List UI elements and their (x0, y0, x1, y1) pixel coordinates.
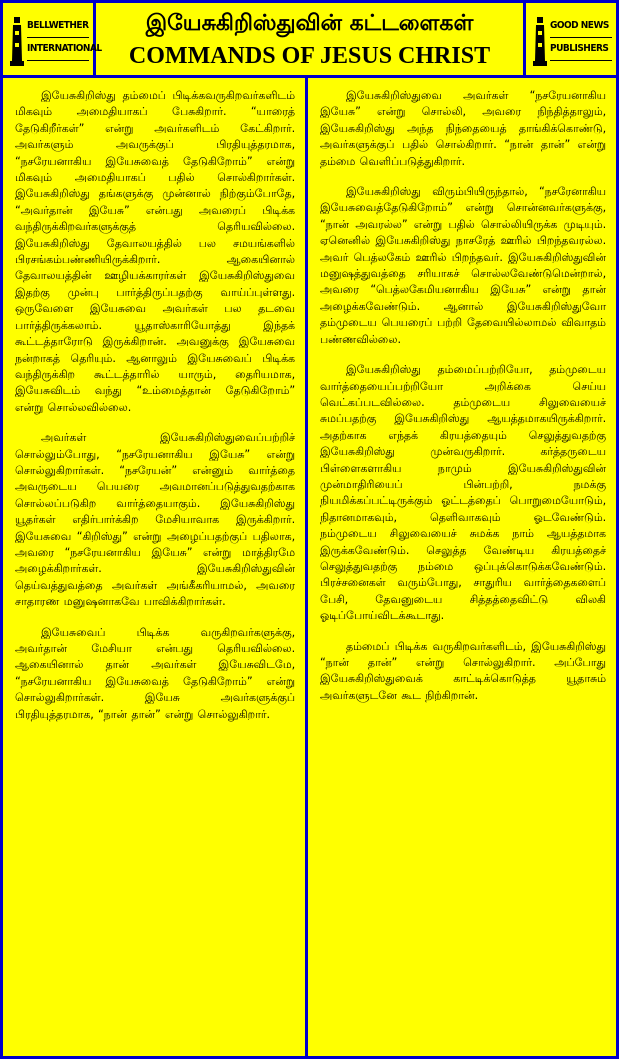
page-title-english: COMMANDS OF JESUS CHRIST (128, 43, 491, 69)
paragraph: இயேசுவைப் பிடிக்க வருகிறவர்களுக்கு, அவர்தான் மேசியா என்பது தெரியவில்லை. ஆகையினால் தான் அவர்கள் இயேசுவிடமே, “நசரேயனாகிய இயேசுவைத் தேடுகிறோம்” என்று சொல்லுகிறார்கள். இயேசு அவர்களுக்குப் பிரதியுத்தரமாக, “நான் தான்” என்று சொல்லுகிறார். (15, 625, 295, 721)
paragraph: இயேசுகிறிஸ்து தம்மைப்பற்றியோ, தம்முடைய வார்த்தையைப்பற்றியோ அறிக்கை செய்ய வெட்கப்படவில்லை. தம்முடைய சிலுவையைச் சுமப்பதற்கு இயேசுகிறிஸ்து ஆயத்தமாகயிருக்கிறார். அதற்காக எந்தக் கிரயத்தையும் செலுத்துவதற்கு இயேசுகிறிஸ்து முன்வருகிறார். கர்த்தருடைய பிள்ளைகளாகிய நாமும் இயேசுகிறிஸ்துவின் முன்மாதிரியைப் பின்பற்றி, நமக்கு நியமிக்கப்பட்டிருக்கும் ஓட்டத்தைப் பொறுமையோடும், நிதானமாகவும், தெளிவாகவும் ஓடவேண்டும். நம்முடைய சிலுவையைச் சுமக்க நாம் ஆயத்தமாக இருக்கவேண்டும். செலுத்த வேண்டிய கிரயத்தைச் செலுத்துவதற்கு நம்மை ஒப்புக்கொடுக்கவேண்டும். பிரச்சனைகள் வரும்போது, சாதுரிய வார்த்தைகளைப் பேசி, தேவனுடைய சித்தத்தைவிட்டு விலகி ஓடிப்போய்விடக்கூடாது. (320, 363, 606, 623)
lighthouse-icon (9, 15, 25, 67)
logo-line-2: PUBLISHERS (550, 38, 612, 61)
logo-line-1: BELLWETHER (27, 15, 89, 38)
header (0, 0, 619, 78)
logo-line-1: GOOD NEWS (550, 15, 612, 38)
page-title-tamil: இயேசுகிறிஸ்துவின் கட்டளைகள் (145, 11, 474, 36)
bellwether-logo (3, 3, 102, 75)
paragraph: இயேசுகிறிஸ்து தம்மைப் பிடிக்கவருகிறவர்களிடம் மிகவும் அமைதியாகப் பேசுகிறார். “யாரைத் தேடுகிறீர்கள்” என்று அவர்களிடம் கேட்கிறார். அவர்களும் அவருக்குப் பிரதியுத்தரமாக, “நசரேயனாகிய இயேசுவைத் தேடுகிறோம்” என்று மிகவும் அமைதியாகப் பதில் சொல்கிறார்கள். இயேசுகிறிஸ்து தங்களுக்கு முன்னால் நிற்கும்போதே, “அவர்தான் இயேசு” என்பது அவரைப் பிடிக்க வந்திருக்கிறவர்களுக்குத் தெரியவில்லை. இயேசுகிறிஸ்து தேவாலயத்தில் பல சமயங்களில் பிரசங்கம்பண்ணியிருக்கிறார். ஆகையினால் தேவாலயத்தின் ஊழியக்காரர்கள் இயேசுகிறிஸ்துவை இதற்கு முன்பு பார்த்திருப்பதற்கு வாய்ப்புள்ளது. ஒருவேளை இயேசுவை அவர்கள் பல தடவை பார்த்திருக்கலாம். யூதாஸ்காரியோத்து இந்தக் கூட்டத்தாரோடு இருக்கிறான். அவனுக்கு இயேசுவை நன்றாகத் தெரியும். ஆனாலும் இயேசுவைப் பிடிக்க வந்திருக்கிற கூட்டத்தாரில் யாரும், தைரியமாக, இயேசுவிடம் வந்து “உம்மைத்தான் தேடுகிறோம்” என்று சொல்லவில்லை. (15, 89, 295, 414)
right-column (308, 78, 616, 1056)
title-block (99, 3, 520, 75)
paragraph: தம்மைப் பிடிக்க வருகிறவர்களிடம், இயேசுகிறிஸ்து “நான் தான்” என்று சொல்லுகிறார். அப்போது இயேசுகிறிஸ்துவைக் காட்டிக்கொடுத்த யூதாசும் அவர்களுடனே கூட நிற்கிறான். (320, 639, 606, 702)
good-news-logo (523, 3, 616, 75)
paragraph: இயேசுகிறிஸ்து விரும்பியிருந்தால், “நசரேனாகிய இயேசுவைத்தேடுகிறோம்” என்று சொன்னவர்களுக்கு, “நான் அவரல்ல” என்று பதில் சொல்லியிருக்க முடியும். ஏனெனில் இயேசுகிறிஸ்து நாசரேத் ஊரில் பிறந்தவரல்ல. அவர் பெத்லகேம் ஊரில் பிறந்தவர். இயேசுகிறிஸ்துவின் மனுஷத்துவத்தை சரியாகச் சொல்லவேண்டுமென்றால், அவரை “பெத்லகேமியனாகிய இயேசு” என்று தான் அழைக்கவேண்டும். ஆனால் இயேசுகிறிஸ்துவோ தம்முடைய பெயரைப் பற்றி தேவையில்லாமல் விவாதம் பண்ணவில்லை. (320, 185, 606, 346)
lighthouse-icon (532, 15, 548, 67)
left-column (3, 78, 308, 1056)
paragraph: அவர்கள் இயேசுகிறிஸ்துவைப்பற்றிச் சொல்லும்போது, “நசரேயனாகிய இயேசு” என்று சொல்லுகிறார்கள். “நசரேயன்” என்னும் வார்த்தை அவருடைய பெயரை அவமானப்படுத்துவதற்காக சொல்லப்படுகிற வார்த்தையாகும். இயேசுகிறிஸ்து யூதர்கள் எதிர்பார்க்கிற மேசியாவாக இருக்கிறார். இயேசுவை “கிறிஸ்து” என்று அழைப்பதற்குப் பதிலாக, அவரை “நசரேயனாகிய இயேசு” என்று மாத்திரமே அழைக்கிறார்கள். இயேசுகிறிஸ்துவின் தெய்வத்துவத்தை அவர்கள் அங்கீகரியாமல், அவரை சாதாரண மனுஷனாகவே பாவிக்கிறார்கள். (15, 431, 295, 609)
paragraph: இயேசுகிறிஸ்துவை அவர்கள் “நசரேயனாகிய இயேசு” என்று சொல்லி, அவரை நிந்தித்தாலும், இயேசுகிறிஸ்து அந்த நிந்தையைத் தாங்கிக்கொண்டு, அவர்களுக்குப் பதில் சொல்கிறார். “நான் தான்” என்று தம்மை வெளிப்படுத்துகிறார். (320, 89, 606, 168)
logo-line-2: INTERNATIONAL (27, 38, 89, 61)
